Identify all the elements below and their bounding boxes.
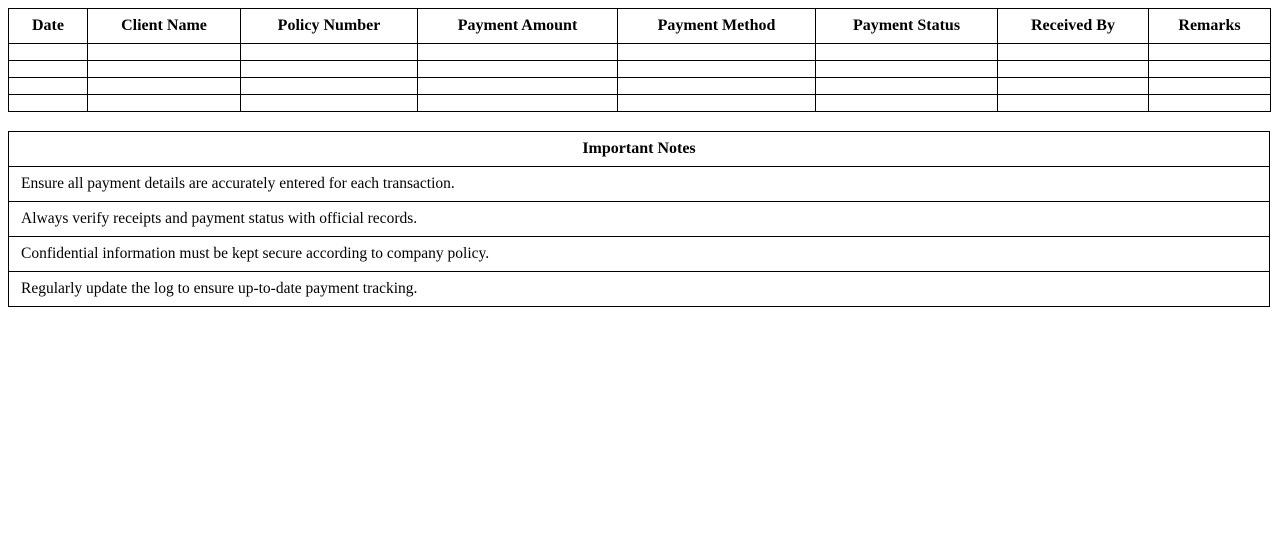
table-cell[interactable]	[1149, 61, 1271, 78]
table-row	[9, 78, 1271, 95]
note-item: Confidential information must be kept secure according to company policy.	[9, 237, 1270, 272]
table-cell[interactable]	[418, 78, 618, 95]
table-cell[interactable]	[816, 61, 998, 78]
payment-log-table	[8, 8, 1271, 112]
column-header-client-name: Client Name	[88, 9, 241, 44]
table-cell[interactable]	[618, 95, 816, 112]
table-cell[interactable]	[418, 95, 618, 112]
page-content	[8, 8, 1270, 307]
column-header-remarks: Remarks	[1149, 9, 1271, 44]
table-cell[interactable]	[998, 44, 1149, 61]
important-notes-table	[8, 131, 1270, 307]
note-row	[9, 167, 1270, 202]
column-header-date: Date	[9, 9, 88, 44]
table-cell[interactable]	[816, 95, 998, 112]
table-cell[interactable]	[241, 95, 418, 112]
table-cell[interactable]	[618, 78, 816, 95]
note-item: Always verify receipts and payment status with official records.	[9, 202, 1270, 237]
table-cell[interactable]	[998, 78, 1149, 95]
column-header-policy-number: Policy Number	[241, 9, 418, 44]
table-cell[interactable]	[418, 61, 618, 78]
table-cell[interactable]	[241, 44, 418, 61]
table-cell[interactable]	[88, 78, 241, 95]
table-cell[interactable]	[816, 44, 998, 61]
notes-header-row	[9, 132, 1270, 167]
table-cell[interactable]	[88, 61, 241, 78]
note-row	[9, 202, 1270, 237]
note-row	[9, 237, 1270, 272]
table-cell[interactable]	[241, 61, 418, 78]
table-cell[interactable]	[9, 61, 88, 78]
table-cell[interactable]	[1149, 44, 1271, 61]
table-row	[9, 61, 1271, 78]
table-row	[9, 95, 1271, 112]
note-item: Ensure all payment details are accurately entered for each transaction.	[9, 167, 1270, 202]
table-cell[interactable]	[9, 78, 88, 95]
column-header-payment-amount: Payment Amount	[418, 9, 618, 44]
table-cell[interactable]	[418, 44, 618, 61]
column-header-payment-status: Payment Status	[816, 9, 998, 44]
note-item: Regularly update the log to ensure up-to-date payment tracking.	[9, 272, 1270, 307]
table-cell[interactable]	[998, 61, 1149, 78]
table-cell[interactable]	[9, 44, 88, 61]
table-header-row	[9, 9, 1271, 44]
notes-title: Important Notes	[9, 132, 1270, 167]
table-row	[9, 44, 1271, 61]
table-cell[interactable]	[88, 44, 241, 61]
table-cell[interactable]	[998, 95, 1149, 112]
note-row	[9, 272, 1270, 307]
table-cell[interactable]	[1149, 95, 1271, 112]
table-cell[interactable]	[9, 95, 88, 112]
table-cell[interactable]	[618, 61, 816, 78]
column-header-payment-method: Payment Method	[618, 9, 816, 44]
table-cell[interactable]	[618, 44, 816, 61]
table-cell[interactable]	[88, 95, 241, 112]
table-cell[interactable]	[241, 78, 418, 95]
table-cell[interactable]	[1149, 78, 1271, 95]
column-header-received-by: Received By	[998, 9, 1149, 44]
table-cell[interactable]	[816, 78, 998, 95]
